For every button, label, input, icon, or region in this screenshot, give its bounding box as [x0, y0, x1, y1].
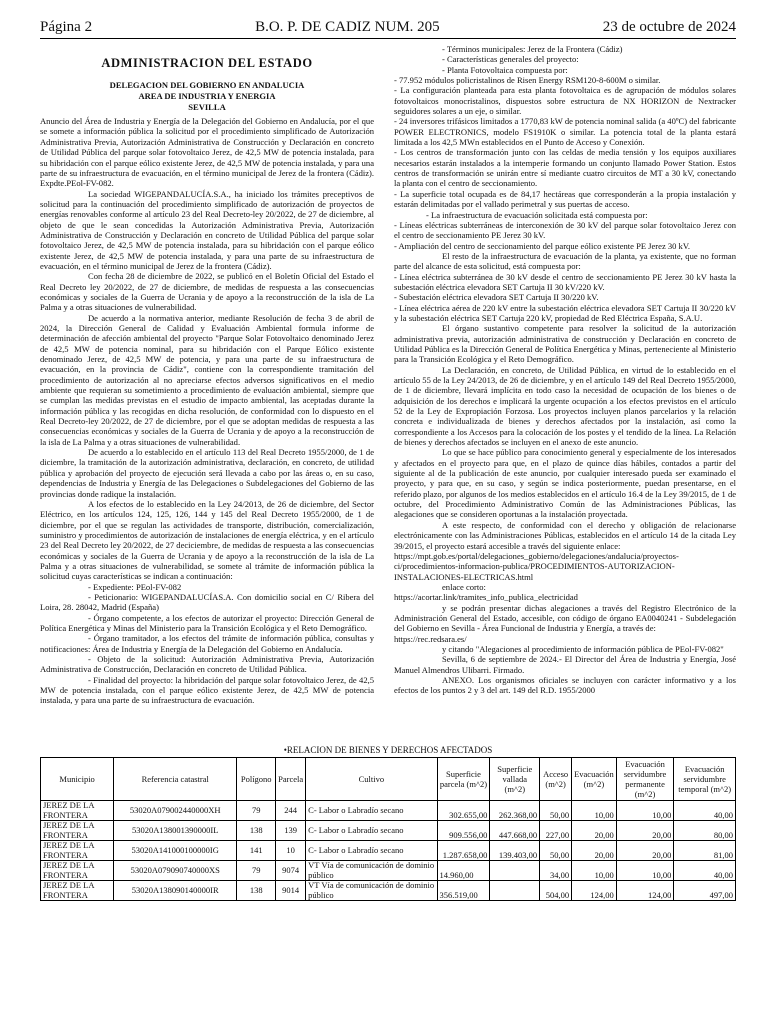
cell-polygon: 79 — [237, 801, 276, 821]
paragraph: y citando "Alegaciones al procedimiento de información pública de PEol-FV-082" — [442, 643, 724, 654]
cell-municipality: JEREZ DE LA FRONTERA — [41, 801, 114, 821]
list-item: - Características generales del proyecto: — [442, 54, 579, 65]
relation-table — [40, 757, 736, 901]
list-item: - Objeto de la solicitud: Autorización Administrativa Previa, Autorización Administrativa de Construcción, Declaración en concreto de Utilidad Pública. — [40, 654, 374, 675]
list-item: - Planta Fotovoltaica compuesta por: — [442, 64, 568, 75]
list-item: - Ampliación del centro de seccionamiento del parque eólico existente PE Jerez 30 kV. — [394, 240, 691, 251]
cell-crop: C- Labor o Labradío secano — [306, 801, 437, 821]
cell-polygon: 138 — [237, 821, 276, 841]
cell-access: 227,00 — [540, 821, 572, 841]
cell-cadastral-ref: 53020A079090740000XS — [114, 861, 237, 881]
cell-easement-permanent: 20,00 — [616, 841, 674, 861]
cell-evacuation: 20,00 — [572, 821, 617, 841]
cell-easement-permanent: 10,00 — [616, 801, 674, 821]
cell-area: 1.287.658,00 — [437, 841, 490, 861]
list-item: - La superficie total ocupada es de 84,17 hectáreas que corresponderán a la propia instalación y estarán delimitadas por el vallado perimetral y sus puertas de acceso. — [394, 188, 736, 210]
cell-area: 909.556,00 — [437, 821, 490, 841]
cell-access: 504,00 — [540, 881, 572, 901]
list-item: - Órgano competente, a los efectos de autorizar el proyecto: Dirección General de Política Energética y Minas del Ministerio para la Transición Ecológica y el Reto Demográfico. — [40, 612, 374, 633]
short-link-label: enlace corto: — [442, 581, 486, 592]
cell-cadastral-ref: 53020A141000100000IG — [114, 841, 237, 861]
list-item: - Los centros de transformación junto con las celdas de media tensión y los equipos auxiliares necesarios estarán instalados a la intemperie formando un conjunto llamado Power Station. Estos centros de transformación se unirán entre sí mediante cuatro circuitos de MT a 30 kV, conectando la planta con el centro de seccionamiento. — [394, 147, 736, 189]
table-row — [41, 881, 736, 901]
delegation-heading — [40, 80, 374, 112]
cell-fenced — [490, 881, 540, 901]
paragraph: A los efectos de lo establecido en la Ley 24/2013, de 26 de diciembre, del Sector Eléctrico, en los artículos 124, 125, 126, 144 y 145 del Real Decreto 1955/2000, de 1 de diciembre, por el que se regulan las actividades de transporte, distribución, comercialización, suministro y procedimientos de autorización de instalaciones de energía eléctrica, y en el artículo 23 del Real Decreto ley 20/2022, de 27 deciciembre, de medidas de respuesta a las consecuencias económicas y sociales de la Guerra de Ucrania y de apoyo a la reconstrucción de la isla de La Palma y a otras situaciones de vulnerabilidad, se somete al trámite de información pública la solicitud cuyas características se indican a continuación: — [40, 498, 374, 582]
table-row — [41, 861, 736, 881]
paragraph: La sociedad WIGEPANDALUCÍA.S.A., ha iniciado los trámites preceptivos de solicitud para la continuación del procedimiento simplificado de autorización de proyectos de energías renovables conforme al artículo 23 del Real Decreto-ley 20/2022, de 27 de diciembre, al objeto de que le sean concedidas la Autorización Administrativa Previa, Autorización Administrativa de Construcción y Declaración en concreto de Utilidad Pública del parque solar fotovoltaico Jerez, de 42,5 MW de potencia instalada, para su hibridación con el parque eólico existente Jerez, de 42,5 MW de potencia instalada, y para una parte de su infraestructura de evacuación, en el término municipal de Jerez de la frontera (Cádiz). — [40, 188, 374, 271]
section-title: ADMINISTRACION DEL ESTADO — [101, 56, 313, 70]
paragraph: y se podrán presentar dichas alegaciones a través del Registro Electrónico de la Administración General del Estado, accesible, con código de órgano EA0040241 - Subdelegación del Gobierno en Sevilla - Área Funcional de Industria y Energía, a través de: — [394, 602, 736, 634]
cell-crop: C- Labor o Labradío secano — [306, 821, 437, 841]
cell-area: 14.960,00 — [437, 861, 490, 881]
cell-parcel: 10 — [276, 841, 306, 861]
column-header: Evacuación (m^2) — [572, 758, 617, 801]
short-link[interactable]: https://acortar.link/tramites_info_publica_electricidad — [394, 592, 578, 603]
paragraph: El resto de la infraestructura de evacuación de la planta, ya existente, que no forman parte del alcance de esta solicitud, está compuesta por: — [394, 250, 736, 272]
delegation-city: SEVILLA — [188, 101, 226, 112]
cell-easement-temporary: 80,00 — [674, 821, 736, 841]
page-header — [40, 14, 736, 36]
column-header: Evacuación servidumbre temporal (m^2) — [674, 758, 736, 801]
cell-crop: VT Vía de comunicación de dominio público — [306, 861, 437, 881]
paragraph: Lo que se hace público para conocimiento general y especialmente de los interesados y afectados en el proyecto para que, en el plazo de quince días hábiles, contados a partir del siguiente al de la publicación de este anuncio, por cualquier interesado pueda ser examinado el proyecto, y para que, en su caso, y según se indica posteriormente, puedan presentarse, en el referido plazo, por algunos de los medios establecidos en el artículo 16.4 de la Ley 39/2015, de 1 de octubre, del Procedimiento Administrativo Común de las Administraciones Públicas, las alegaciones que se consideren oportunas a la instalación proyectada. — [394, 447, 737, 520]
list-item: - La configuración planteada para esta planta fotovoltaica es de agrupación de módulos solares fotovoltaicos monocristalinos, dispuestos sobre estructura de NX HORIZON de Nextracker seguidores solares a un eje, o similar. — [394, 85, 736, 117]
column-header: Acceso (m^2) — [540, 758, 572, 801]
paragraph: De acuerdo a la normativa anterior, mediante Resolución de fecha 3 de abril de 2024, la Dirección General de Calidad y Evaluación Ambiental formula informe de determinación de afección ambiental del proyecto "Parque Solar Fotovoltaico denominado Jerez de 42,5 MW de potencia nominal, para su hibridación con el Parque Eólico existente denominado Jerez, de 42,5 MW de potencia, y para una parte de su infraestructura de evacuación, en la provincia de Cádiz", contiene con la correspondiente tramitación del procedimiento de autorización al no apreciarse efectos adversos significativos en el medio ambiente que requieran su sometimiento a procedimiento de evaluación ambiental, siempre que se cumplan las medidas previstas en el estudio de impacto ambiental, las aceptadas durante la información pública y las recogidas en dicha resolución, de conformidad con lo dispuesto en el Real Decreto-ley 20/2022, de 27 de diciembre, por el que se adoptan medidas de respuesta a las consecuencias económicas y sociales de la Guerra de Ucrania y de apoyo a la reconstrucción de la isla de La Palma y a otras situaciones de vulnerabilidad. — [40, 312, 374, 447]
list-item: - Líneas eléctricas subterráneas de interconexión de 30 kV del parque solar fotovoltaico Jerez con el centro de seccionamiento PE Jerez 30 kV. — [394, 219, 736, 241]
registry-link[interactable]: https://rec.redsara.es/ — [394, 633, 467, 644]
cell-fenced: 262.368,00 — [490, 801, 540, 821]
table-row — [41, 801, 736, 821]
cell-access: 34,00 — [540, 861, 572, 881]
cell-easement-temporary: 81,00 — [674, 841, 736, 861]
list-item: - 77.952 módulos policristalinos de Risen Energy RSM120-8-600M o similar. — [394, 75, 661, 86]
cell-cadastral-ref: 53020A079002440000XH — [114, 801, 237, 821]
delegation-area: AREA DE INDUSTRIA Y ENERGIA — [138, 90, 276, 101]
cell-easement-permanent: 124,00 — [616, 881, 674, 901]
list-item: - Expediente: PEol-FV-082 — [88, 581, 182, 592]
cell-area: 302.655,00 — [437, 801, 490, 821]
cell-municipality: JEREZ DE LA FRONTERA — [41, 841, 114, 861]
list-item: - Línea eléctrica aérea de 220 kV entre la subestación eléctrica elevadora SET Cartuja II 30/220 kV y la subestación eléctrica SET Cartuja 220 kV, propiedad de Red Eléctrica España, S.A.U. — [394, 302, 736, 323]
column-header: Referencia catastral — [114, 758, 237, 801]
column-header: Superficie vallada (m^2) — [490, 758, 540, 801]
cell-fenced — [490, 861, 540, 881]
cell-municipality: JEREZ DE LA FRONTERA — [41, 861, 114, 881]
paragraph: La Declaración, en concreto, de Utilidad Pública, en virtud de lo establecido en el artículo 55 de la Ley 24/2013, de 26 de diciembre, y en el artículo 149 del Real Decreto 1955/2000, de 1 de diciembre, llevará implícita en todo caso la necesidad de ocupación de los bienes o de adquisición de los derechos e implicará la urgente ocupación a los efectos previstos en el artículo 52 de la Ley de Expropiación Forzosa. Los proyectos incluyen planos parcelarios y la relación concreta e individualizada de bienes y derechos afectados por la instalación, así como la correspondiente a los Accesos para la colocación de los postes y el tendido de la línea. La Relación de bienes y derechos afectados se incluyen en el anexo de este anuncio. — [394, 364, 736, 448]
cell-evacuation: 10,00 — [572, 861, 617, 881]
paragraph: El órgano sustantivo competente para resolver la solicitud de la autorización administrativa previa, autorización administrativa de construcción y Declaración en concreto de Utilidad Pública es la Dirección General de Política Energética y Minas, perteneciente al Ministerio para la Transición Ecológica y el Reto Demográfico. — [394, 323, 736, 365]
cell-evacuation: 124,00 — [572, 881, 617, 901]
column-header: Municipio — [41, 758, 114, 801]
cell-cadastral-ref: 53020A138090140000IR — [114, 881, 237, 901]
paragraph: A este respecto, de conformidad con el derecho y obligación de relacionarse electrónicamente con las Administraciones Públicas, establecidos en el artículo 14 de la citada Ley 39/2015, el proyecto estará accesible a través del siguiente enlace: — [394, 519, 736, 551]
cell-municipality: JEREZ DE LA FRONTERA — [41, 821, 114, 841]
list-item: - Peticionario: WIGEPANDALUCÍAS.A. Con domicilio social en C/ Ribera del Loira, 28. 28042, Madrid (España) — [40, 591, 374, 613]
list-item: - Finalidad del proyecto: la hibridación del parque solar fotovoltaico Jerez, de 42,5 MW de potencia instalada, con el parque eólico existente Jerez, de 42,5 MW de potencia instalada, y para una parte de su infraestructura de evacuación. — [40, 674, 374, 706]
list-item: - Línea eléctrica subterránea de 30 kV desde el centro de seccionamiento PE Jerez 30 kV hasta la subestación eléctrica elevadora SET Cartuja II 30 kV/220 kV. — [394, 271, 736, 292]
cell-polygon: 138 — [237, 881, 276, 901]
list-item: - La infraestructura de evacuación solicitada está compuesta por: — [426, 209, 648, 220]
cell-easement-temporary: 497,00 — [674, 881, 736, 901]
column-header: Parcela — [276, 758, 306, 801]
cell-access: 50,00 — [540, 801, 572, 821]
cell-polygon: 79 — [237, 861, 276, 881]
cell-evacuation: 20,00 — [572, 841, 617, 861]
page-number: Página 2 — [40, 19, 93, 35]
cell-fenced: 139.403,00 — [490, 841, 540, 861]
header-divider — [40, 38, 736, 39]
list-item: - Términos municipales: Jerez de la Frontera (Cádiz) — [442, 44, 623, 54]
column-header: Superficie parcela (m^2) — [437, 758, 490, 801]
list-item: - 24 inversores trifásicos limitados a 1770,83 kW de potencia nominal salida (a 40ºC) del fabricante POWER ELECTRONICS, modelo FS1910K o similar. La potencia total de la planta estará limitada a los 42,5 MWn establecidos en el Punto de Acceso y Conexión. — [394, 116, 736, 148]
table-row — [41, 821, 736, 841]
cell-fenced: 447.668,00 — [490, 821, 540, 841]
right-column — [394, 44, 736, 696]
paragraph: De acuerdo a lo establecido en el artículo 113 del Real Decreto 1955/2000, de 1 de diciembre, la tramitación de la autorización administrativa, declaración, en concreto, de utilidad pública y aprobación del proyecto de ejecución será llevada a cabo por las áreas o, en su caso, dependencias de Industria y Energía de las Delegaciones o Subdelegaciones del Gobierno de las provincias donde radique la instalación. — [40, 447, 374, 499]
table-header-row — [41, 758, 736, 801]
cell-parcel: 139 — [276, 821, 306, 841]
bulletin-title: B.O. P. DE CADIZ NUM. 205 — [255, 19, 440, 35]
column-header: Polígono — [237, 758, 276, 801]
table-row — [41, 841, 736, 861]
project-link[interactable]: https://mpt.gob.es/portal/delegaciones_gobierno/delegaciones/andalucia/proyectos-ci/procedimientos-informacion-publica/PROCEDIMIENTOS-AUTORIZACION-INSTALACIONES-ELECTRICAS.html — [394, 550, 679, 582]
cell-easement-temporary: 40,00 — [674, 861, 736, 881]
cell-parcel: 9074 — [276, 861, 306, 881]
list-item: - Subestación eléctrica elevadora SET Cartuja II 30/220 kV. — [394, 292, 599, 303]
cell-area: 356.519,00 — [437, 881, 490, 901]
cell-parcel: 244 — [276, 801, 306, 821]
cell-municipality: JEREZ DE LA FRONTERA — [41, 881, 114, 901]
left-column — [40, 58, 374, 706]
paragraph: Con fecha 28 de diciembre de 2022, se publicó en el Boletín Oficial del Estado el Real Decreto ley 20/2022, de 27 de diciembre, de medidas de respuesta a las consecuencias económicas y sociales de la Guerra de Ucrania y de apoyo a la reconstrucción de la isla de La Palma y a otras situaciones de vulnerabilidad. — [40, 271, 374, 313]
delegation-line: DELEGACION DEL GOBIERNO EN ANDALUCIA — [109, 80, 305, 91]
signature-line: Sevilla, 6 de septiembre de 2024.- El Director del Área de Industria y Energía, José Manuel Almendros Ulibarri. Firmado. — [394, 654, 736, 675]
cell-crop: VT Vía de comunicación de dominio público — [306, 881, 437, 901]
cell-easement-permanent: 10,00 — [616, 861, 674, 881]
bulletin-date: 23 de octubre de 2024 — [602, 19, 736, 35]
list-item: - Órgano tramitador, a los efectos del trámite de información pública, consultas y notificaciones: Área de Industria y Energía de la Delegación del Gobierno en Andalucía. — [40, 633, 374, 654]
relation-title: •RELACION DE BIENES Y DERECHOS AFECTADOS — [283, 745, 493, 755]
announcement-intro: Anuncio del Área de Industria y Energía de la Delegación del Gobierno en Andalucía, por el que se somete a información pública la solicitud por el procedimiento simplificado de Autorización Administrativa Previa, Autorización Administrativa de Construcción y Declaración en concreto de Utilidad Pública del parque solar fotovoltaico Jerez, de 42,5 MW de potencia instalada, para su hibridación con el parque eólico existente Jerez, de 42,5 MW de potencia instalada, y para una parte de su infraestructura de evacuación, en el término municipal de Jerez de la frontera (Cádiz). Expdte.PEol-FV-082. — [40, 116, 374, 189]
cell-access: 50,00 — [540, 841, 572, 861]
cell-evacuation: 10,00 — [572, 801, 617, 821]
cell-easement-permanent: 20,00 — [616, 821, 674, 841]
annex-note: ANEXO. Los organismos oficiales se incluyen con carácter informativo y a los efectos de los puntos 2 y 3 del art. 149 del R.D. 1955/2000 — [394, 674, 736, 696]
cell-parcel: 9014 — [276, 881, 306, 901]
cell-cadastral-ref: 53020A138001390000IL — [114, 821, 237, 841]
cell-crop: C- Labor o Labradío secano — [306, 841, 437, 861]
cell-polygon: 141 — [237, 841, 276, 861]
column-header: Cultivo — [306, 758, 437, 801]
cell-easement-temporary: 40,00 — [674, 801, 736, 821]
column-header: Evacuación servidumbre permanente (m^2) — [616, 758, 674, 801]
